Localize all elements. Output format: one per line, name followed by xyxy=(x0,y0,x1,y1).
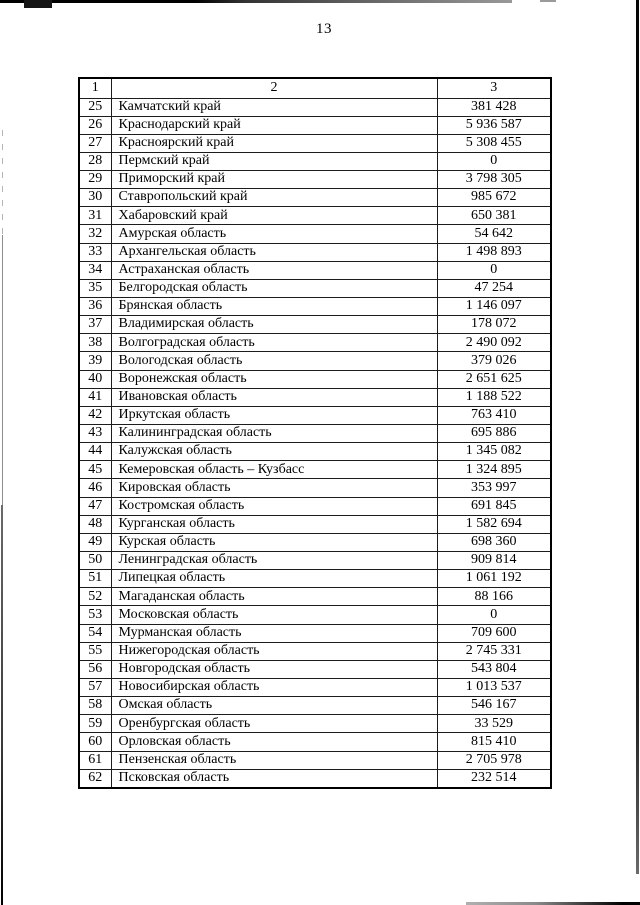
table-row xyxy=(79,443,551,461)
region-name-cell: Липецкая область xyxy=(111,570,437,588)
table-row xyxy=(79,171,551,189)
region-name-cell: Владимирская область xyxy=(111,316,437,334)
table-row xyxy=(79,316,551,334)
value-cell: 54 642 xyxy=(437,225,551,243)
region-name-cell: Хабаровский край xyxy=(111,207,437,225)
value-cell: 353 997 xyxy=(437,479,551,497)
value-cell: 0 xyxy=(437,261,551,279)
table-row xyxy=(79,461,551,479)
table-row xyxy=(79,189,551,207)
region-name-cell: Ленинградская область xyxy=(111,552,437,570)
table-row xyxy=(79,207,551,225)
region-name-cell: Омская область xyxy=(111,697,437,715)
table-row xyxy=(79,243,551,261)
row-number-cell: 25 xyxy=(79,98,111,116)
table-row xyxy=(79,116,551,134)
table-row xyxy=(79,225,551,243)
row-number-cell: 33 xyxy=(79,243,111,261)
table-row xyxy=(79,479,551,497)
row-number-cell: 60 xyxy=(79,733,111,751)
value-cell: 815 410 xyxy=(437,733,551,751)
region-name-cell: Воронежская область xyxy=(111,370,437,388)
region-name-cell: Астраханская область xyxy=(111,261,437,279)
table-row xyxy=(79,769,551,788)
row-number-cell: 31 xyxy=(79,207,111,225)
value-cell: 985 672 xyxy=(437,189,551,207)
region-name-cell: Новгородская область xyxy=(111,660,437,678)
value-cell: 698 360 xyxy=(437,533,551,551)
region-name-cell: Пермский край xyxy=(111,152,437,170)
row-number-cell: 48 xyxy=(79,515,111,533)
value-cell: 1 324 895 xyxy=(437,461,551,479)
value-cell: 2 745 331 xyxy=(437,642,551,660)
table-row xyxy=(79,334,551,352)
table-row xyxy=(79,279,551,297)
table-row xyxy=(79,388,551,406)
region-name-cell: Костромская область xyxy=(111,497,437,515)
row-number-cell: 36 xyxy=(79,298,111,316)
table-row xyxy=(79,370,551,388)
value-cell: 33 529 xyxy=(437,715,551,733)
value-cell: 47 254 xyxy=(437,279,551,297)
page-number: 13 xyxy=(316,21,332,37)
value-cell: 650 381 xyxy=(437,207,551,225)
region-name-cell: Магаданская область xyxy=(111,588,437,606)
region-name-cell: Пензенская область xyxy=(111,751,437,769)
table-row xyxy=(79,425,551,443)
scan-artifact-left-low xyxy=(1,505,3,905)
table-row xyxy=(79,134,551,152)
value-cell: 1 013 537 xyxy=(437,679,551,697)
table-row xyxy=(79,642,551,660)
row-number-cell: 47 xyxy=(79,497,111,515)
table-row xyxy=(79,552,551,570)
value-cell: 763 410 xyxy=(437,406,551,424)
value-cell: 546 167 xyxy=(437,697,551,715)
table-row xyxy=(79,679,551,697)
value-cell: 5 308 455 xyxy=(437,134,551,152)
region-name-cell: Ивановская область xyxy=(111,388,437,406)
value-cell: 2 651 625 xyxy=(437,370,551,388)
scan-artifact-left-faint xyxy=(2,130,3,235)
row-number-cell: 43 xyxy=(79,425,111,443)
scan-artifact-top-blob xyxy=(24,0,52,8)
row-number-cell: 46 xyxy=(79,479,111,497)
scan-artifact-right-line xyxy=(636,0,639,874)
region-name-cell: Белгородская область xyxy=(111,279,437,297)
region-name-cell: Вологодская область xyxy=(111,352,437,370)
row-number-cell: 40 xyxy=(79,370,111,388)
header-col-region: 2 xyxy=(111,78,437,98)
region-name-cell: Оренбургская область xyxy=(111,715,437,733)
table-row xyxy=(79,352,551,370)
table-row xyxy=(79,733,551,751)
row-number-cell: 27 xyxy=(79,134,111,152)
region-name-cell: Кемеровская область – Кузбасс xyxy=(111,461,437,479)
regions-table xyxy=(78,77,552,789)
region-name-cell: Волгоградская область xyxy=(111,334,437,352)
table-row xyxy=(79,588,551,606)
region-name-cell: Брянская область xyxy=(111,298,437,316)
row-number-cell: 35 xyxy=(79,279,111,297)
scan-artifact-top-bar xyxy=(0,0,512,3)
value-cell: 1 061 192 xyxy=(437,570,551,588)
table-header-row xyxy=(79,78,551,98)
row-number-cell: 30 xyxy=(79,189,111,207)
table-row xyxy=(79,606,551,624)
table-row xyxy=(79,715,551,733)
value-cell: 381 428 xyxy=(437,98,551,116)
region-name-cell: Камчатский край xyxy=(111,98,437,116)
row-number-cell: 45 xyxy=(79,461,111,479)
value-cell: 5 936 587 xyxy=(437,116,551,134)
table-row xyxy=(79,515,551,533)
value-cell: 2 490 092 xyxy=(437,334,551,352)
value-cell: 0 xyxy=(437,152,551,170)
row-number-cell: 32 xyxy=(79,225,111,243)
region-name-cell: Калужская область xyxy=(111,443,437,461)
row-number-cell: 49 xyxy=(79,533,111,551)
value-cell: 695 886 xyxy=(437,425,551,443)
row-number-cell: 53 xyxy=(79,606,111,624)
region-name-cell: Нижегородская область xyxy=(111,642,437,660)
row-number-cell: 52 xyxy=(79,588,111,606)
table-row xyxy=(79,697,551,715)
table-row xyxy=(79,152,551,170)
region-name-cell: Краснодарский край xyxy=(111,116,437,134)
row-number-cell: 61 xyxy=(79,751,111,769)
region-name-cell: Красноярский край xyxy=(111,134,437,152)
row-number-cell: 26 xyxy=(79,116,111,134)
value-cell: 2 705 978 xyxy=(437,751,551,769)
row-number-cell: 44 xyxy=(79,443,111,461)
row-number-cell: 56 xyxy=(79,660,111,678)
region-name-cell: Иркутская область xyxy=(111,406,437,424)
header-col-value: 3 xyxy=(437,78,551,98)
row-number-cell: 29 xyxy=(79,171,111,189)
value-cell: 1 498 893 xyxy=(437,243,551,261)
row-number-cell: 55 xyxy=(79,642,111,660)
region-name-cell: Кировская область xyxy=(111,479,437,497)
row-number-cell: 59 xyxy=(79,715,111,733)
scan-artifact-left-mid xyxy=(2,235,3,505)
table-row xyxy=(79,497,551,515)
row-number-cell: 42 xyxy=(79,406,111,424)
value-cell: 379 026 xyxy=(437,352,551,370)
value-cell: 178 072 xyxy=(437,316,551,334)
row-number-cell: 54 xyxy=(79,624,111,642)
row-number-cell: 28 xyxy=(79,152,111,170)
region-name-cell: Калининградская область xyxy=(111,425,437,443)
row-number-cell: 57 xyxy=(79,679,111,697)
region-name-cell: Псковская область xyxy=(111,769,437,788)
table-row xyxy=(79,624,551,642)
row-number-cell: 41 xyxy=(79,388,111,406)
region-name-cell: Приморский край xyxy=(111,171,437,189)
region-name-cell: Амурская область xyxy=(111,225,437,243)
region-name-cell: Мурманская область xyxy=(111,624,437,642)
value-cell: 0 xyxy=(437,606,551,624)
header-col-number: 1 xyxy=(79,78,111,98)
table-row xyxy=(79,533,551,551)
value-cell: 88 166 xyxy=(437,588,551,606)
table-row xyxy=(79,570,551,588)
table-row xyxy=(79,261,551,279)
table-row xyxy=(79,298,551,316)
value-cell: 691 845 xyxy=(437,497,551,515)
value-cell: 1 146 097 xyxy=(437,298,551,316)
value-cell: 543 804 xyxy=(437,660,551,678)
value-cell: 1 582 694 xyxy=(437,515,551,533)
region-name-cell: Курганская область xyxy=(111,515,437,533)
row-number-cell: 34 xyxy=(79,261,111,279)
region-name-cell: Московская область xyxy=(111,606,437,624)
row-number-cell: 37 xyxy=(79,316,111,334)
region-name-cell: Курская область xyxy=(111,533,437,551)
table-row xyxy=(79,751,551,769)
table-row xyxy=(79,98,551,116)
value-cell: 909 814 xyxy=(437,552,551,570)
region-name-cell: Новосибирская область xyxy=(111,679,437,697)
region-name-cell: Ставропольский край xyxy=(111,189,437,207)
table-row xyxy=(79,406,551,424)
row-number-cell: 39 xyxy=(79,352,111,370)
value-cell: 1 188 522 xyxy=(437,388,551,406)
table-row xyxy=(79,660,551,678)
value-cell: 1 345 082 xyxy=(437,443,551,461)
row-number-cell: 50 xyxy=(79,552,111,570)
scan-artifact-top-tick xyxy=(540,0,556,2)
row-number-cell: 62 xyxy=(79,769,111,788)
row-number-cell: 51 xyxy=(79,570,111,588)
region-name-cell: Орловская область xyxy=(111,733,437,751)
value-cell: 709 600 xyxy=(437,624,551,642)
region-name-cell: Архангельская область xyxy=(111,243,437,261)
row-number-cell: 38 xyxy=(79,334,111,352)
row-number-cell: 58 xyxy=(79,697,111,715)
value-cell: 232 514 xyxy=(437,769,551,788)
value-cell: 3 798 305 xyxy=(437,171,551,189)
